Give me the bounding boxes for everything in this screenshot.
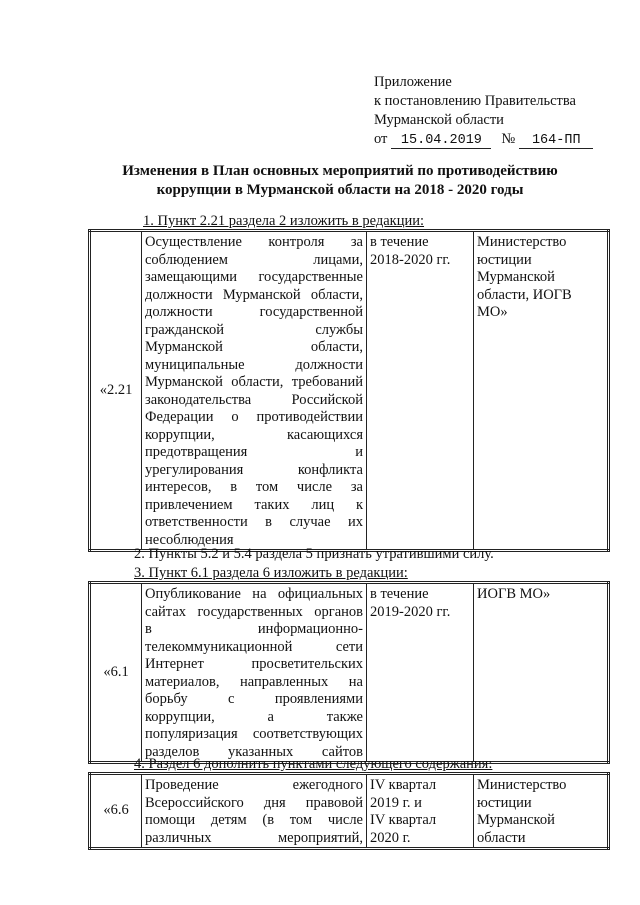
- table-row: [90, 583, 609, 763]
- annex-line1: Приложение: [374, 74, 452, 90]
- cell-line: 2020 г.: [370, 829, 411, 846]
- cell-line: помощи детям (в том числе: [145, 812, 363, 828]
- cell-line: в информационно-: [145, 621, 363, 637]
- cell-line: урегулирования конфликта: [145, 461, 363, 478]
- point-code: «2.21: [90, 231, 142, 551]
- cell-line: юстиции: [477, 251, 532, 268]
- cell-line: IV квартал: [370, 777, 437, 793]
- table-row: [90, 774, 609, 849]
- cell-line: Проведение ежегодного: [145, 777, 363, 793]
- cell-line: Федерации о противодействии: [145, 409, 363, 425]
- point-description: [142, 231, 367, 551]
- point-code: «6.6: [90, 774, 142, 849]
- point-term: [367, 231, 474, 551]
- annex-header: [374, 73, 593, 149]
- point-executor: [474, 583, 609, 763]
- title-line1: Изменения в План основных мероприятий по противодействию: [122, 163, 558, 179]
- cell-line: Мурманской: [477, 269, 555, 285]
- cell-line: Всероссийского дня правовой: [145, 794, 363, 811]
- cell-line: должности Мурманской области,: [145, 286, 363, 303]
- point-term: [367, 583, 474, 763]
- item-1: 1. Пункт 2.21 раздела 2 изложить в редакции:: [143, 213, 425, 229]
- cell-line: популяризация соответствующих: [145, 726, 363, 742]
- cell-line: юстиции: [477, 794, 532, 811]
- cell-line: ответственности в случае их: [145, 514, 363, 530]
- item-3: 3. Пункт 6.1 раздела 6 изложить в редакции:: [134, 565, 408, 581]
- table-item-2-21: [88, 229, 610, 552]
- cell-line: соблюдением лицами,: [145, 251, 363, 268]
- point-executor: [474, 774, 609, 849]
- cell-line: коррупции, касающихся: [145, 426, 363, 443]
- annex-line3: Мурманской области: [374, 112, 504, 128]
- cell-line: ИОГВ МО»: [477, 586, 551, 602]
- cell-line: гражданской службы: [145, 321, 363, 338]
- point-executor: [474, 231, 609, 551]
- cell-line: разделов указанных сайтов: [145, 743, 363, 760]
- resolution-number: 164-ПП: [519, 133, 593, 149]
- cell-line: 2019 г. и: [370, 794, 422, 811]
- cell-line: области, ИОГВ: [477, 286, 572, 303]
- point-code: «6.1: [90, 583, 142, 763]
- point-description: [142, 583, 367, 763]
- cell-line: 2018-2020 гг.: [370, 251, 451, 268]
- table-item-6-1: [88, 581, 610, 764]
- cell-line: телекоммуникационной сети: [145, 638, 363, 655]
- cell-line: Опубликование на официальных: [145, 586, 363, 602]
- cell-line: привлечением таких лиц к: [145, 496, 363, 513]
- cell-line: Интернет просветительских: [145, 656, 363, 672]
- cell-line: замещающими государственные: [145, 269, 363, 285]
- cell-line: Министерство: [477, 234, 567, 250]
- from-label: от: [374, 131, 388, 147]
- cell-line: законодательства Российской: [145, 391, 363, 408]
- cell-line: Мурманской области, требований: [145, 374, 363, 390]
- cell-line: в течение: [370, 234, 429, 250]
- cell-line: различных мероприятий,: [145, 829, 363, 846]
- cell-line: в течение: [370, 586, 429, 602]
- cell-line: сайтах государственных органов: [145, 603, 363, 620]
- cell-line: должности государственной: [145, 304, 363, 320]
- resolution-date: 15.04.2019: [391, 133, 491, 149]
- cell-line: предотвращения и: [145, 444, 363, 460]
- cell-line: МО»: [477, 304, 508, 320]
- item-4: 4. Раздел 6 дополнить пунктами следующего содержания:: [134, 756, 493, 772]
- table-row: [90, 231, 609, 551]
- cell-line: коррупции, а также: [145, 708, 363, 725]
- cell-line: Мурманской: [477, 812, 555, 828]
- annex-date-line: [374, 130, 593, 149]
- cell-line: Министерство: [477, 777, 567, 793]
- cell-line: IV квартал: [370, 812, 437, 828]
- cell-line: Мурманской области,: [145, 339, 363, 355]
- number-label: №: [501, 131, 516, 147]
- annex-line2: к постановлению Правительства: [374, 93, 576, 109]
- title-line2: коррупции в Мурманской области на 2018 - 2020 годы: [156, 182, 524, 198]
- cell-line: борьбу с проявлениями: [145, 691, 363, 707]
- cell-line: Осуществление контроля за: [145, 234, 363, 250]
- cell-line: интересов, в том числе за: [145, 479, 363, 495]
- cell-line: 2019-2020 гг.: [370, 603, 451, 620]
- point-description: [142, 774, 367, 849]
- item-2: 2. Пункты 5.2 и 5.4 раздела 5 признать утратившими силу.: [134, 546, 494, 562]
- cell-line: муниципальные должности: [145, 356, 363, 373]
- cell-line: несоблюдения: [145, 531, 234, 548]
- cell-line: области: [477, 829, 526, 846]
- cell-line: материалов, направленных на: [145, 673, 363, 690]
- table-item-6-6: [88, 772, 610, 850]
- document-title: [60, 162, 620, 200]
- point-term: [367, 774, 474, 849]
